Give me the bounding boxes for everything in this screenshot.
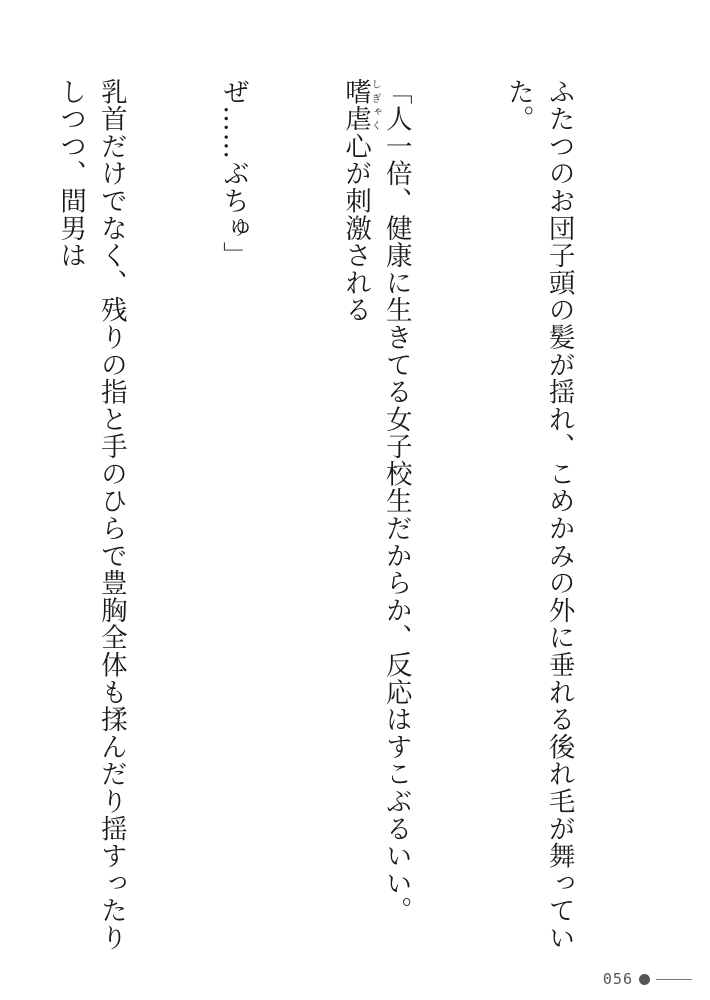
text-line: ふたつのお団子頭の髪が揺れ、こめかみの外に垂れる後れ毛が舞っていた。 [502,78,575,952]
page-footer [603,970,692,988]
text-line: ぜ……ぶちゅ」 [217,78,249,270]
page-number: 056 [602,970,633,988]
furigana-reading: しぎゃく [369,78,381,133]
furigana: 嗜虐しぎゃく [340,78,381,133]
text-line: 「人一倍、健康に生きてる女子校生だからか、反応はすこぶるいい。嗜虐しぎゃく心が刺激される [340,78,412,925]
folio-rule [656,979,692,980]
text-line: 乳首だけでなく、残りの指と手のひらで豊胸全体も揉んだり揺すったりしつつ、間男は [55,78,127,952]
folio-dot-icon [639,974,650,985]
body-text [40,78,660,958]
